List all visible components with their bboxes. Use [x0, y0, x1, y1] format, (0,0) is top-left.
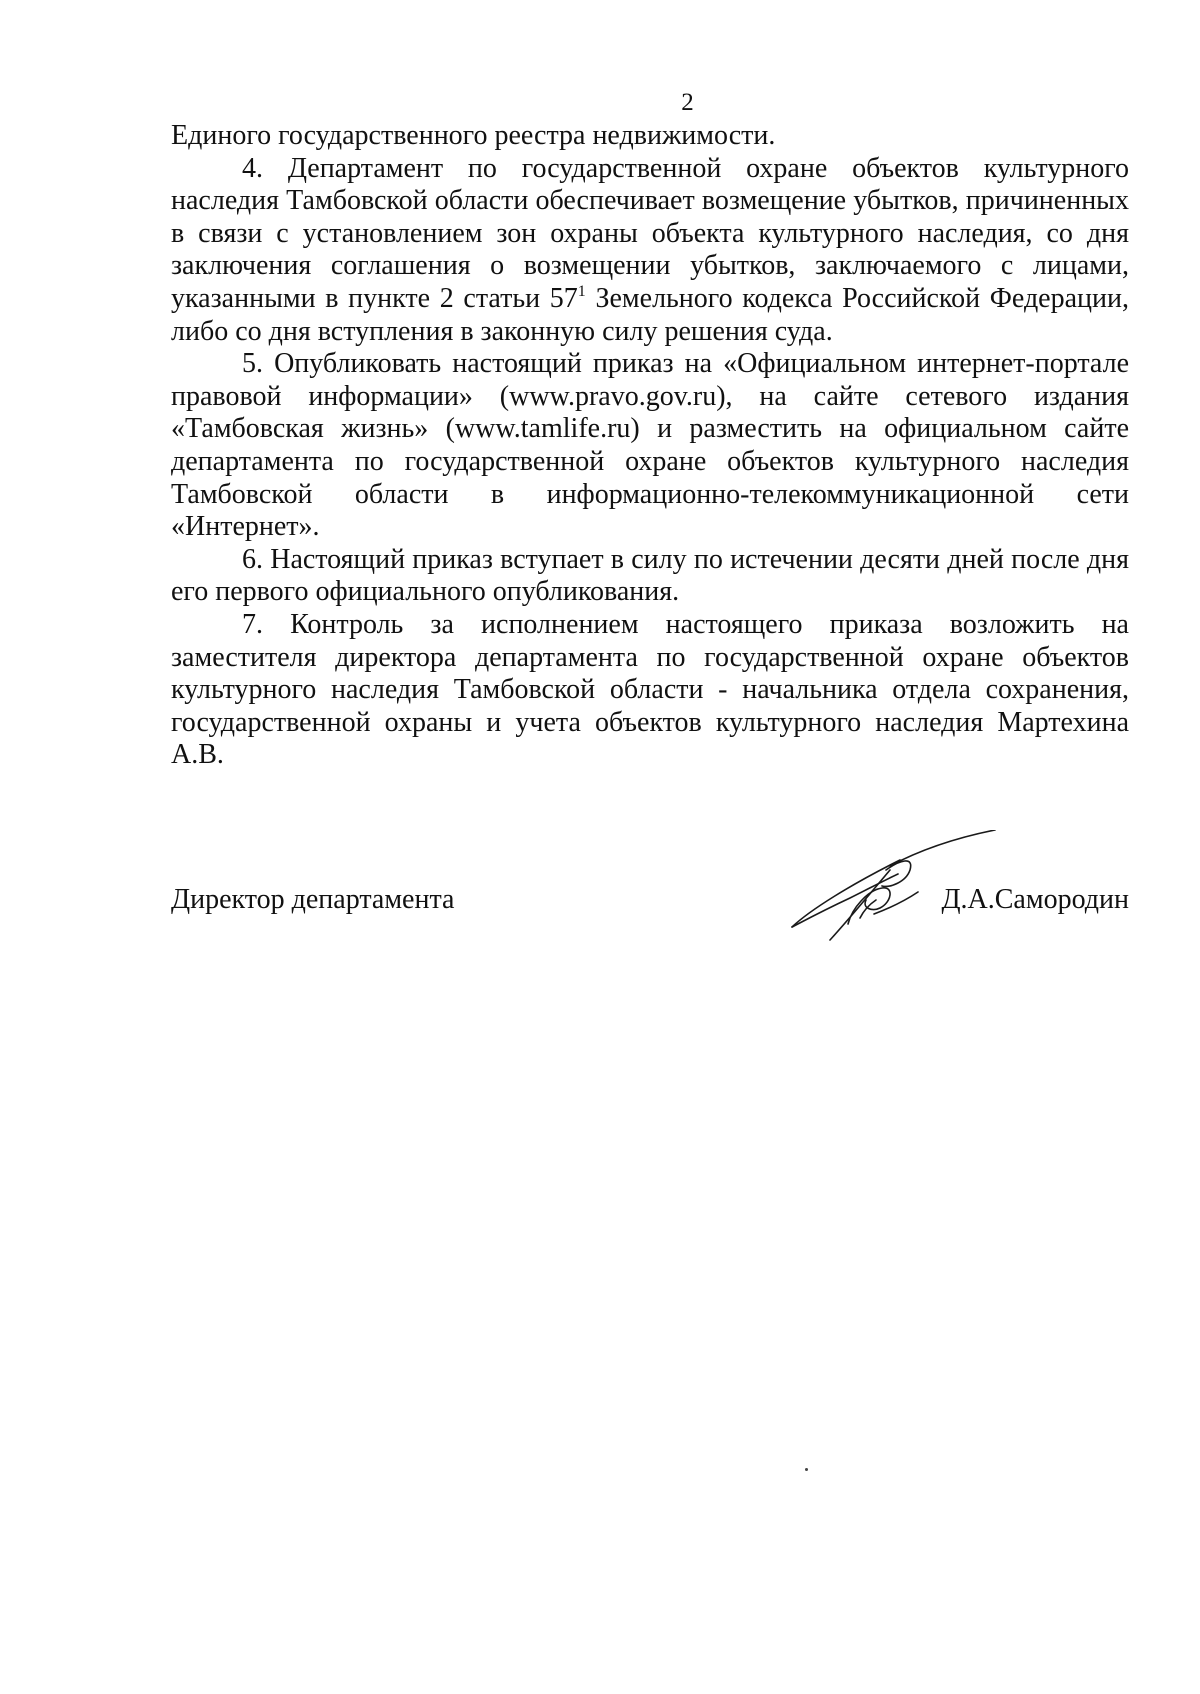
- paragraph-7: 7. Контроль за исполнением настоящего приказа возложить на заместителя директора департамента по государственной охране объектов культурного наследия Тамбовской области - начальника отдела сохранения, государственной охраны и учета объектов культурного наследия Мартехина А.В.: [171, 608, 1129, 771]
- scan-speck: [805, 1468, 808, 1471]
- document-body: [171, 120, 1129, 772]
- page-number: 2: [681, 89, 694, 116]
- paragraph-4-text: 4. Департамент по государственной охране объектов культурного наследия Тамбовской области обеспечивает возмещение убытков, причиненных в связи с установлением зон охраны объекта культурного наследия, со дня заключения соглашения о возмещении убытков, заключаемого с лицами, указанными в пункте 2 статьи 57: [171, 152, 1129, 314]
- signer-title: Директор департамента: [171, 884, 455, 915]
- paragraph-4: [171, 153, 1129, 349]
- paragraph-continuation: Единого государственного реестра недвижимости.: [171, 120, 776, 151]
- signer-name: Д.А.Самородин: [941, 884, 1129, 915]
- paragraph-6: 6. Настоящий приказ вступает в силу по истечении десяти дней после дня его первого официального опубликования.: [171, 543, 1129, 608]
- paragraph-4-superscript: 1: [577, 282, 586, 300]
- paragraph-4-text-end: Земельного кодекса Российской Федерации, либо со дня вступления в законную силу решения суда.: [171, 282, 1129, 347]
- handwritten-signature: [790, 830, 1000, 950]
- paragraph-5: 5. Опубликовать настоящий приказ на «Официальном интернет-портале правовой информации» (www.pravo.gov.ru), на сайте сетевого издания «Тамбовская жизнь» (www.tamlife.ru) и разместить на официальном сайте департамента по государственной охране объектов культурного наследия Тамбовской области в информационно-телекоммуникационной сети «Интернет».: [171, 348, 1129, 543]
